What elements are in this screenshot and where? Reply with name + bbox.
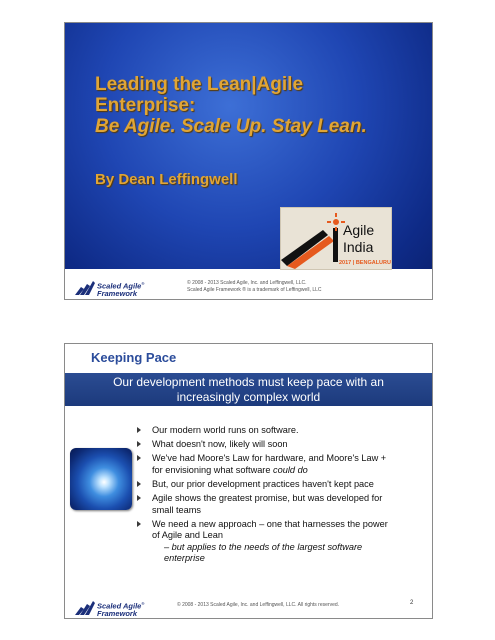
slide-title: Keeping Pace <box>91 350 177 365</box>
bullet-arrow-icon <box>137 481 141 487</box>
subtitle-banner: Our development methods must keep pace with an increasingly complex world <box>65 373 432 406</box>
bullet-arrow-icon <box>137 521 141 527</box>
scaled-agile-wordmark: Scaled Agile® Framework <box>97 281 145 298</box>
slide-title <box>95 74 415 137</box>
scaled-agile-mark-icon <box>75 279 95 295</box>
list-item: But, our prior development practices haven't kept pace <box>137 479 392 491</box>
agile-india-mark-icon <box>281 208 391 269</box>
list-item: Agile shows the greatest promise, but was developed for small teams <box>137 493 392 516</box>
list-item: We need a new approach – one that harnesses the power of Agile and Lean – but applies to the needs of the largest software enterprise <box>137 519 392 565</box>
copyright-notice: © 2008 - 2013 Scaled Agile, Inc. and Leffingwell, LLC. All rights reserved. <box>177 602 340 608</box>
bullet-arrow-icon <box>137 455 141 461</box>
agile-word: Agile <box>343 222 375 238</box>
keeping-pace-slide <box>64 343 433 619</box>
agile-india-tagline: 2017 | BENGALURU <box>339 260 391 266</box>
bullet-list <box>137 425 392 568</box>
india-word: India <box>343 239 374 255</box>
copyright-notice: © 2008 - 2013 Scaled Agile, Inc. and Leffingwell, LLC. Scaled Agile Framework ® is a trademark of Leffingwell, LLC <box>187 280 322 293</box>
bullet-arrow-icon <box>137 427 141 433</box>
scaled-agile-wordmark: Scaled Agile® Framework <box>97 601 145 618</box>
list-item: We've had Moore's Law for hardware, and Moore's Law + for envisioning what software could do <box>137 453 392 476</box>
list-item: What doesn't now, likely will soon <box>137 439 392 451</box>
title-slide <box>64 22 433 300</box>
bullet-arrow-icon <box>137 495 141 501</box>
title-line-3: Be Agile. Scale Up. Stay Lean. <box>95 116 367 137</box>
title-line-2: Enterprise: <box>95 95 196 116</box>
spiral-image <box>70 448 132 510</box>
scaled-agile-logo <box>75 599 145 618</box>
scaled-agile-logo <box>75 279 145 298</box>
page-number: 2 <box>410 600 414 606</box>
agile-india-logo <box>280 207 392 270</box>
title-line-1: Leading the Lean|Agile <box>95 74 304 95</box>
author-line: By Dean Leffingwell <box>95 171 238 188</box>
scaled-agile-mark-icon <box>75 599 95 615</box>
list-item: Our modern world runs on software. <box>137 425 392 437</box>
bullet-arrow-icon <box>137 441 141 447</box>
sub-bullet: – but applies to the needs of the largest software enterprise <box>164 541 363 564</box>
